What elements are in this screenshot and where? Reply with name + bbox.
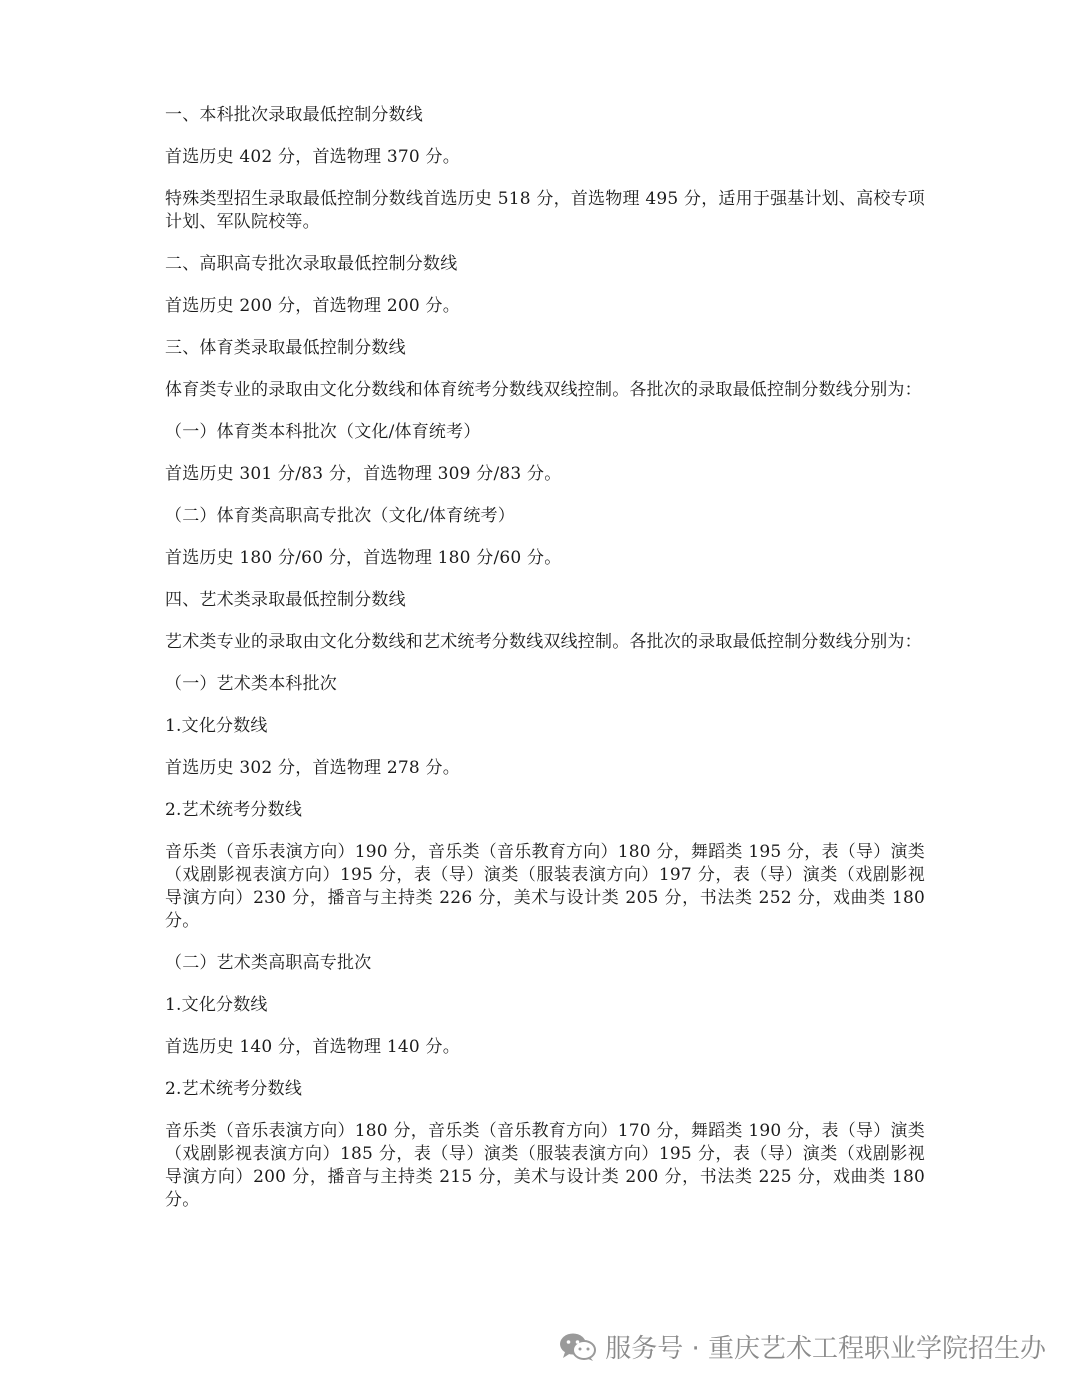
watermark-text: 服务号 · 重庆艺术工程职业学院招生办 <box>605 1334 1046 1364</box>
watermark <box>559 1328 1046 1365</box>
paragraph: 首选历史 140 分，首选物理 140 分。 <box>165 1037 460 1057</box>
wechat-icon <box>559 1332 597 1362</box>
item-heading: 2.艺术统考分数线 <box>165 1079 303 1099</box>
subsection-heading: （二）艺术类高职高专批次 <box>165 953 372 973</box>
paragraph: 特殊类型招生录取最低控制分数线首选历史 518 分，首选物理 495 分，适用于强基计划、高校专项计划、军队院校等。 <box>165 189 925 232</box>
paragraph: 音乐类（音乐表演方向）190 分，音乐类（音乐教育方向）180 分，舞蹈类 195 分，表（导）演类（戏剧影视表演方向）195 分，表（导）演类（服装表演方向）197 分，表（导）演类（戏剧影视导演方向）230 分，播音与主持类 226 分，美术与设计类 205 分，书法类 252 分，戏曲类 180 分。 <box>165 842 925 931</box>
section-heading-2: 二、高职高专批次录取最低控制分数线 <box>165 254 458 274</box>
item-heading: 2.艺术统考分数线 <box>165 800 303 820</box>
paragraph: 首选历史 200 分，首选物理 200 分。 <box>165 296 460 316</box>
paragraph: 首选历史 301 分/83 分，首选物理 309 分/83 分。 <box>165 464 562 484</box>
subsection-heading: （二）体育类高职高专批次（文化/体育统考） <box>165 506 515 526</box>
paragraph: 体育类专业的录取由文化分数线和体育统考分数线双线控制。各批次的录取最低控制分数线分别为： <box>165 380 922 400</box>
item-heading: 1.文化分数线 <box>165 995 268 1015</box>
paragraph: 音乐类（音乐表演方向）180 分，音乐类（音乐教育方向）170 分，舞蹈类 190 分，表（导）演类（戏剧影视表演方向）185 分，表（导）演类（服装表演方向）195 分，表（导）演类（戏剧影视导演方向）200 分，播音与主持类 215 分，美术与设计类 200 分，书法类 225 分，戏曲类 180 分。 <box>165 1121 925 1210</box>
subsection-heading: （一）体育类本科批次（文化/体育统考） <box>165 422 481 442</box>
section-heading-3: 三、体育类录取最低控制分数线 <box>165 338 406 358</box>
section-heading-1: 一、本科批次录取最低控制分数线 <box>165 105 423 125</box>
paragraph: 首选历史 180 分/60 分，首选物理 180 分/60 分。 <box>165 548 562 568</box>
paragraph: 首选历史 402 分，首选物理 370 分。 <box>165 147 460 167</box>
section-heading-4: 四、艺术类录取最低控制分数线 <box>165 590 406 610</box>
item-heading: 1.文化分数线 <box>165 716 268 736</box>
paragraph: 艺术类专业的录取由文化分数线和艺术统考分数线双线控制。各批次的录取最低控制分数线分别为： <box>165 632 922 652</box>
paragraph: 首选历史 302 分，首选物理 278 分。 <box>165 758 460 778</box>
document-body <box>165 104 925 1231</box>
subsection-heading: （一）艺术类本科批次 <box>165 674 337 694</box>
